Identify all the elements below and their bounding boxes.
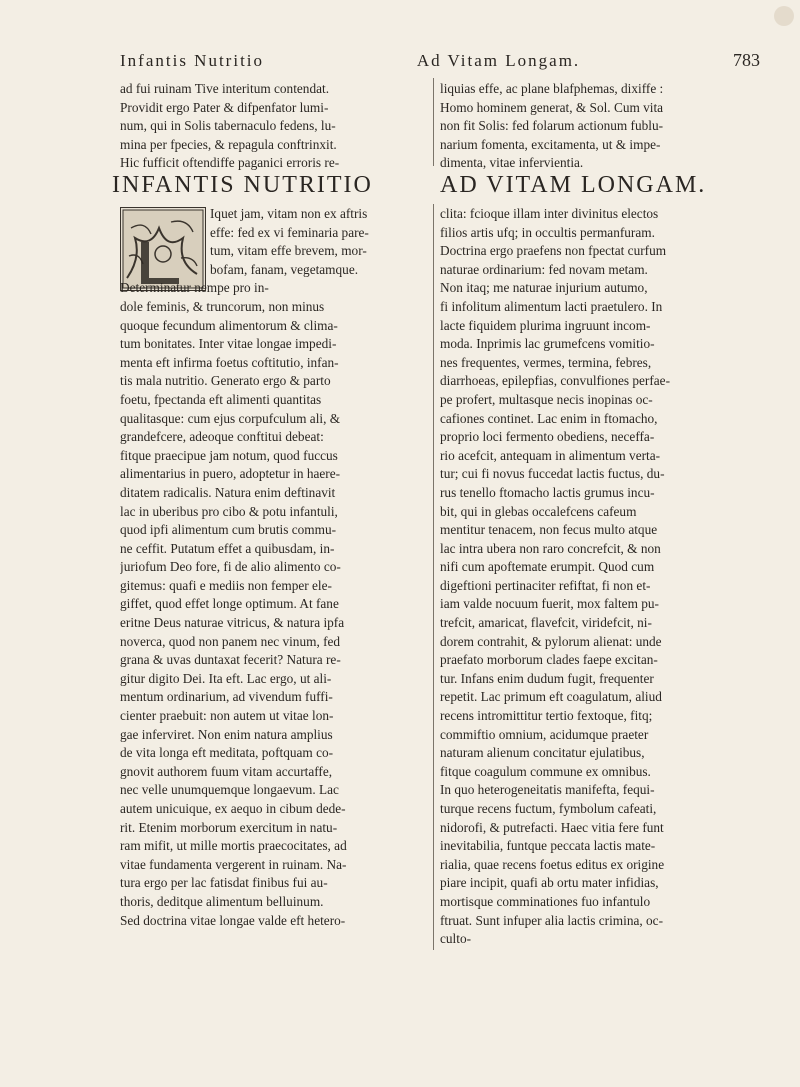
text-line: lac in uberibus pro cibo & potu infantuli,	[120, 503, 338, 519]
column-rule-main	[433, 204, 434, 950]
text-line: alimentarius in puero, adoptetur in haere-	[120, 466, 341, 482]
text-line: de vita longa eft meditata, poftquam co-	[120, 745, 334, 761]
text-line: grandefcere, adeoque conftitui debeat:	[120, 429, 324, 445]
text-line: lacte fiquidem plurima ingruunt incom-	[440, 317, 651, 333]
text-line: qualitasque: cum ejus corpufculum ali, &	[120, 410, 341, 426]
text-line: Determinatur nempe pro in-	[120, 280, 269, 296]
text-line: ram mifit, ut mille mortis praecocitates, ad	[120, 838, 347, 854]
text-line: mortisque comminationes fuo infantulo	[440, 893, 651, 909]
text-line: naturae ordinarium: fed novam metam.	[440, 261, 648, 277]
text-line: gitemus: quafi e mediis non femper ele-	[120, 577, 332, 593]
text-line: rus tenello ftomacho lactis grumus incu-	[440, 484, 655, 500]
text-line: non fit Solis: fed folarum actionum fublu-	[440, 118, 664, 134]
text-line: juriofum Deo fore, fi de alio alimento co-	[120, 559, 341, 575]
text-line: ditatem radicalis. Natura enim deftinavit	[120, 484, 336, 500]
text-line: diarrhoeas, epilepfias, convulfiones perfae-	[440, 373, 671, 389]
top-left-column	[120, 80, 426, 173]
text-line: ad fui ruinam Tive interitum contendat.	[120, 81, 330, 96]
text-line: mina per fpecies, & repagula conftrinxit.	[120, 136, 337, 152]
text-line: gitur digito Dei. Ita eft. Lac ergo, ut ali-	[120, 670, 332, 686]
text-line: naturam alienum concitatur ejulatibus,	[440, 745, 645, 761]
text-line: Iquet jam, vitam non ex aftris	[210, 206, 368, 221]
text-line: piare incipit, quafi ab ortu mater infidias,	[440, 875, 659, 891]
right-column-text	[440, 205, 746, 949]
text-line: tur; cui fi novus fuccedat lactis fuctus, du-	[440, 466, 665, 482]
text-line: rit. Etenim morborum exercitum in natu-	[120, 819, 338, 835]
text-line: filios artis ufq; in occultis permanfuram.	[440, 224, 655, 240]
text-line: nec velle unumquemque longaevum. Lac	[120, 782, 339, 798]
text-line: fitque praecipue jam notum, quod fuccus	[120, 447, 338, 463]
text-line: Hic fufficit oftendiffe paganici erroris re-	[120, 155, 340, 171]
text-line: praefato morborum clades faepe excitan-	[440, 652, 658, 668]
text-line: inevitabilia, funtque peccata lactis mate-	[440, 838, 656, 854]
text-line: grana & uvas duntaxat fecerit? Natura re-	[120, 652, 341, 668]
text-line: tum, vitam effe brevem, mor-	[210, 243, 367, 259]
text-line: dorem contrahit, & pylorum alienat: unde	[440, 633, 662, 649]
text-line: nidorofi, & putrefacti. Haec vitia fere funt	[440, 819, 664, 835]
text-line: vitae fundamenta vergerent in ruinam. Na-	[120, 856, 347, 872]
text-line: liquias effe, ac plane blafphemas, dixiffe :	[440, 81, 664, 96]
section-title-left: INFANTIS NUTRITIO	[112, 172, 373, 198]
text-line: digeftioni pertinaciter refiftat, fi non et-	[440, 577, 651, 593]
text-line: commiftio omnium, acidumque praeter	[440, 726, 649, 742]
text-line: num, qui in Solis tabernaculo fedens, lu-	[120, 118, 336, 134]
text-line: mentitur tenacem, non fecus multo atque	[440, 522, 658, 538]
text-line: menta eft infirma foetus coftitutio, infan-	[120, 354, 339, 370]
text-line: autem unicuique, ex aequo in cibum dede-	[120, 801, 346, 816]
text-line: narium fomenta, excitamenta, ut & impe-	[440, 136, 661, 152]
text-line: cafiones continet. Lac enim in ftomacho,	[440, 410, 658, 426]
text-line: Non itaq; me naturae injurium autumo,	[440, 280, 648, 296]
text-line: cienter praebuit: non autem ut vitae lon-	[120, 708, 334, 724]
text-line: moda. Inprimis lac grumefcens vomitio-	[440, 336, 655, 352]
text-line: eritne Deus naturae vitricus, & natura ipfa	[120, 615, 345, 631]
text-line: tur. Infans enim dudum fugit, frequenter	[440, 670, 654, 686]
text-line: Sed doctrina vitae longae valde eft hetero-	[120, 912, 346, 928]
text-line: quod ipfi alimentum cum brutis commu-	[120, 522, 337, 538]
section-title-right: AD VITAM LONGAM.	[440, 172, 707, 198]
text-line: recens intromittitur tertio fextoque, fitq;	[440, 708, 653, 724]
text-line: Providit ergo Pater & difpenfator lumi-	[120, 99, 329, 115]
text-line: Homo hominem generat, & Sol. Cum vita	[440, 99, 664, 115]
text-line: Doctrina ergo praefens non fpectat curfum	[440, 243, 667, 259]
text-line: giffet, quod effet longe optimum. At fane	[120, 596, 339, 612]
running-head-left: Infantis Nutritio	[120, 51, 265, 70]
text-line: dimenta, vitae infervientia.	[440, 155, 584, 171]
text-line: rialia, quae recens foetus editus ex origine	[440, 856, 665, 872]
column-rule-top	[433, 78, 434, 166]
text-line: ftruat. Sunt infuper alia lactis crimina, oc-	[440, 912, 664, 928]
page-number: 783	[732, 50, 760, 70]
text-line: tis mala nutritio. Generato ergo & parto	[120, 373, 331, 389]
text-line: pe profert, multasque necis inopinas oc-	[440, 391, 653, 407]
text-line: In quo heterogeneitatis manifefta, fequi-	[440, 782, 655, 798]
text-line: effe: fed ex vi feminaria pare-	[210, 224, 369, 240]
text-line: clita: fcioque illam inter divinitus electos	[440, 206, 659, 221]
text-line: repetit. Lac primum eft coagulatum, aliud	[440, 689, 662, 705]
text-line: noverca, quod non panem nec vinum, fed	[120, 633, 341, 649]
text-line: dole feminis, & truncorum, non minus	[120, 298, 325, 314]
running-head-right: Ad Vitam Longam.	[416, 51, 581, 70]
text-line: ne ceffit. Putatum effet a quibusdam, in-	[120, 540, 335, 556]
text-line: gnovit authorem fuum vitam accurtaffe,	[120, 763, 333, 779]
page-stain	[774, 6, 794, 26]
text-line: bofam, fanam, vegetamque.	[210, 261, 359, 277]
text-line: proprio loci fermento obediens, neceffa-	[440, 429, 655, 445]
text-line: fi infolitum alimentum lacti praetulero. In	[440, 298, 663, 314]
text-line: tum bonitates. Inter vitae longae impedi-	[120, 336, 337, 352]
text-line: tura ergo per lac fatisdat finibus fui au-	[120, 875, 328, 891]
text-line: nifi cum apoftemate erumpit. Quod cum	[440, 559, 655, 575]
text-line: fitque coagulum commune ex omnibus.	[440, 763, 651, 779]
left-column-text	[120, 205, 426, 930]
text-line: iam valde nocuum fuerit, mox faltem pu-	[440, 596, 659, 612]
text-line: nes frequentes, vermes, termina, febres,	[440, 354, 652, 370]
text-line: thoris, deditque alimentum belluinum.	[120, 893, 324, 909]
text-line: lac intra ubera non raro concrefcit, & non	[440, 540, 661, 556]
text-line: turque recens fuctum, fymbolum cafeati,	[440, 801, 657, 816]
text-line: quoque fecundum alimentorum & clima-	[120, 317, 338, 333]
text-line: bit, qui in glebas occalefcens cafeum	[440, 503, 637, 519]
top-right-column	[440, 80, 746, 173]
text-line: rio acefcit, antequam in alimentum verta-	[440, 447, 661, 463]
text-line: culto-	[440, 931, 472, 947]
text-line: gae inferviret. Non enim natura amplius	[120, 726, 333, 742]
text-line: trefcit, amaricat, flavefcit, viridefcit, ni-	[440, 615, 652, 631]
text-line: foetu, fpectanda eft alimenti quantitas	[120, 391, 322, 407]
text-line: mentum ordinarium, ad vivendum fuffi-	[120, 689, 333, 705]
running-head	[120, 50, 760, 71]
